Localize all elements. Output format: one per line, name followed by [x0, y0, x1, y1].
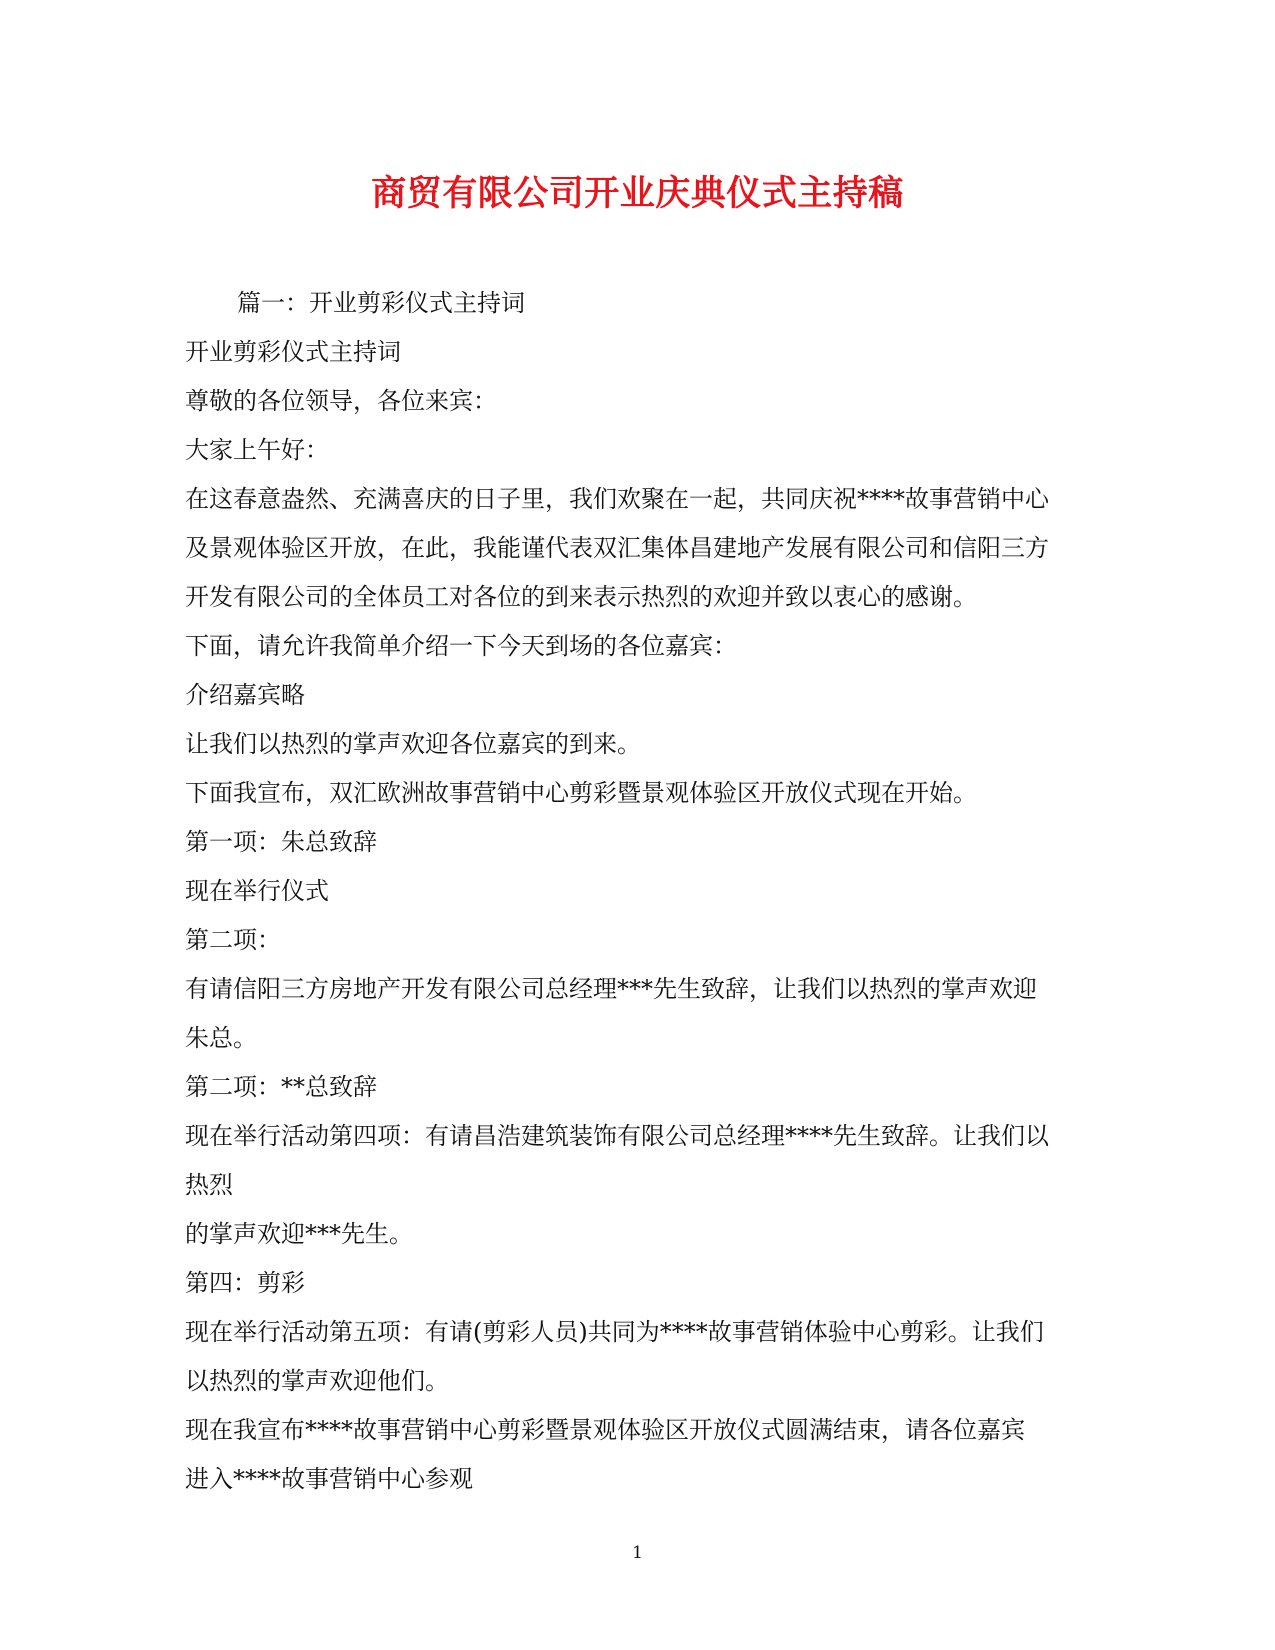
paragraph-line: 现在我宣布****故事营销中心剪彩暨景观体验区开放仪式圆满结束，请各位嘉宾: [185, 1416, 1025, 1444]
page-number: 1: [632, 1543, 643, 1563]
paragraph-line: 大家上午好：: [185, 436, 329, 464]
paragraph-line: 第二项：: [185, 926, 281, 954]
paragraph-line: 以热烈的掌声欢迎他们。: [185, 1367, 449, 1395]
paragraph-line: 下面，请允许我简单介绍一下今天到场的各位嘉宾：: [185, 632, 737, 660]
paragraph-line: 开发有限公司的全体员工对各位的到来表示热烈的欢迎并致以衷心的感谢。: [185, 583, 977, 611]
paragraph-line: 朱总。: [185, 1024, 257, 1052]
paragraph-line: 现在举行活动第五项：有请(剪彩人员)共同为****故事营销体验中心剪彩。让我们: [185, 1318, 1044, 1346]
paragraph-line: 现在举行活动第四项：有请昌浩建筑装饰有限公司总经理****先生致辞。让我们以: [185, 1122, 1049, 1150]
paragraph-line: 下面我宣布，双汇欧洲故事营销中心剪彩暨景观体验区开放仪式现在开始。: [185, 779, 977, 807]
section-heading: 篇一：开业剪彩仪式主持词: [237, 289, 525, 317]
paragraph-line: 进入****故事营销中心参观: [185, 1465, 473, 1493]
paragraph-line: 及景观体验区开放，在此，我能谨代表双汇集体昌建地产发展有限公司和信阳三方: [185, 534, 1049, 562]
paragraph-line: 的掌声欢迎***先生。: [185, 1220, 413, 1248]
paragraph-line: 热烈: [185, 1171, 233, 1199]
paragraph-line: 有请信阳三方房地产开发有限公司总经理***先生致辞，让我们以热烈的掌声欢迎: [185, 975, 1037, 1003]
paragraph-line: 尊敬的各位领导，各位来宾：: [185, 387, 497, 415]
document-body: [185, 279, 1095, 1504]
paragraph-line: 介绍嘉宾略: [185, 681, 305, 709]
document-title: 商贸有限公司开业庆典仪式主持稿: [371, 173, 904, 214]
paragraph-line: 让我们以热烈的掌声欢迎各位嘉宾的到来。: [185, 730, 641, 758]
paragraph-line: 第四：剪彩: [185, 1269, 305, 1297]
paragraph-line: 现在举行仪式: [185, 877, 329, 905]
paragraph-line: 第二项：**总致辞: [185, 1073, 377, 1101]
paragraph-line: 在这春意盎然、充满喜庆的日子里，我们欢聚在一起，共同庆祝****故事营销中心: [185, 485, 1049, 513]
paragraph-line: 第一项：朱总致辞: [185, 828, 377, 856]
paragraph-line: 开业剪彩仪式主持词: [185, 338, 401, 366]
